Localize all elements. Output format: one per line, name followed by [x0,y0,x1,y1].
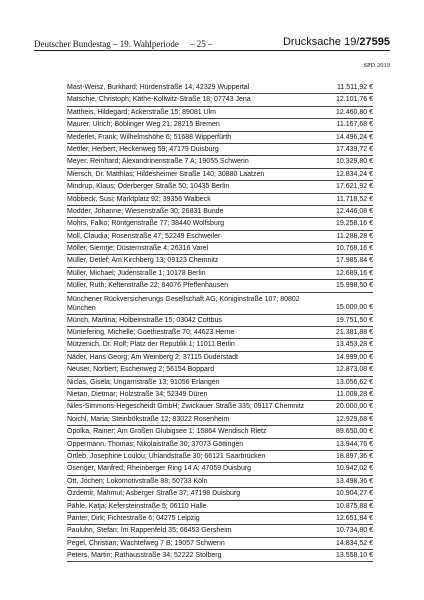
donor-name-address: Mohrs, Falko; Röntgenstraße 77; 38440 Wolfsburg [67,220,225,228]
donation-row [67,364,373,376]
donation-row [67,94,373,106]
donation-amount: 10.734,80 € [336,527,373,535]
donor-name-address: Özdemir, Mahmut; Asberger Straße 37; 47198 Duisburg [67,490,241,498]
donor-name-address: Meyer, Reinhard; Alexandrinenstraße 7 A; 19055 Schwerin [67,158,249,166]
donation-row [67,169,373,181]
donor-name-address: Noichl, Maria; Steinbökstraße 12; 83022 Rosenheim [67,415,230,423]
document-number [283,36,390,48]
donor-name-address: Münch, Martina; Holbeinstraße 15; 03042 Cottbus [67,316,222,324]
donation-row [67,414,373,426]
donation-row [67,107,373,119]
donor-name-address: Pegel, Christian; Wachtelweg 7 B; 19057 Schwerin [67,539,225,547]
donor-name-address: Mattheis, Hildegard; Ackerstraße 15; 89081 Ulm [67,108,217,116]
donation-amount: 89.650,00 € [336,428,373,436]
donor-name-address: Mettler, Herbert; Heckenweg 59; 47179 Duisburg [67,145,219,153]
donor-name-address: Maurer, Ulrich; Böblinger Weg 21; 28215 Bremen [67,121,220,129]
donation-row [67,181,373,193]
donor-name-address: Moll, Claudia; Rosenstraße 47; 52249 Eschweiler [67,232,221,240]
donation-amount: 13.453,28 € [336,341,373,349]
donation-row [67,280,373,292]
donation-amount: 14.834,52 € [336,539,373,547]
donation-row [67,488,373,500]
donation-row [67,439,373,451]
donation-amount: 14.999,00 € [336,353,373,361]
donor-name-address: Ortleb, Josephine Loulou; Uhlandstraße 30; 66121 Saarbrücken [67,452,266,460]
donation-row [67,538,373,550]
donation-row [67,513,373,525]
donation-row [67,82,373,94]
donor-name-address: Müller, Michael; Jüdenstraße 1; 10178 Berlin [67,269,206,277]
donation-amount: 21.381,88 € [336,329,373,337]
donation-amount: 18.897,36 € [336,452,373,460]
donation-row [67,194,373,206]
donation-amount: 12.651,84 € [336,514,373,522]
donation-amount: 10.768,16 € [336,245,373,253]
donation-row [67,463,373,475]
donation-row [67,255,373,267]
donation-row [67,501,373,513]
donation-row [67,377,373,389]
donation-amount: 19.258,16 € [336,220,373,228]
donor-name-address: Möller, Siemtje; Düsternstraße 4; 26316 Varel [67,245,209,253]
donation-amount: 13.944,76 € [336,440,373,448]
donor-name-address: Opolka, Rainer; Am Großen Glubigsee 1; 15864 Wendisch Rietz [67,428,267,436]
donor-name-address: Müller, Detlef; Am Kirchberg 13; 09123 Chemnitz [67,257,219,265]
donation-amount: 10.942,02 € [336,465,373,473]
donation-amount: 20.000,00 € [336,403,373,411]
donation-row [67,293,373,315]
donor-name-address: Peters, Martin; Rathausstraße 34; 52222 Stolberg [67,552,222,560]
donor-name-address: Münchener Rückversicherungs Gesellschaft AG; Königinstraße 107; 80802 München [67,295,300,313]
donor-name-address: Niclas, Gisela; Ungarnstraße 13; 91056 Erlangen [67,378,220,386]
donation-amount: 15.998,50 € [336,282,373,290]
donor-name-address: Pauluhn, Stefan; Im Rappenfeld 35; 66453 Gersheim [67,527,232,535]
donor-name-address: Osenger, Manfred; Rheinberger Ring 14 A; 47059 Duisburg [67,465,252,473]
donor-name-address: Müller, Ruth; Keltenstraße 22; 84076 Pfeffenhausen [67,282,228,290]
donation-row [67,315,373,327]
donation-row [67,132,373,144]
donation-amount: 12.689,16 € [336,269,373,277]
donation-row [67,144,373,156]
donation-row [67,231,373,243]
donation-row [67,327,373,339]
donation-row [67,119,373,131]
header-divider [34,50,390,51]
party-label: SPD 2019 [363,62,390,69]
donation-amount: 11.511,92 € [337,84,373,91]
donor-name-address: Müntefering, Michelle; Goethestraße 70; 44623 Herne [67,329,235,337]
publication-title: Deutscher Bundestag – 19. Wahlperiode [34,39,179,49]
donation-amount: 11.008,28 € [336,390,373,398]
donation-amount: 11.718,52 € [336,195,373,203]
donation-row [67,550,373,562]
donation-row [67,525,373,537]
donor-name-address: Mast-Weisz, Burkhard; Hürdenstraße 14; 42329 Wuppertal [67,84,250,91]
donation-row [67,426,373,438]
donation-amount: 12.101,76 € [336,96,373,104]
donation-amount: 15.000,00 € [336,303,373,311]
donation-row [67,243,373,255]
donor-name-address: Miersch, Dr. Matthias; Hildesheimer Straße 140; 30880 Laatzen [67,170,265,178]
donation-amount: 13.056,62 € [336,378,373,386]
donor-name-address: Niles-Simmons-Hegescheidt GmbH; Zwickauer Straße 335; 09117 Chemnitz [67,403,305,411]
donor-name-address: Neuser, Norbert; Eschenweg 2; 56154 Boppard [67,366,215,374]
donor-name-address: Matschie, Christoph; Käthe-Kollwitz-Straße 18; 07743 Jena [67,96,251,104]
donor-name-address: Näder, Hans Georg; Am Weinberg 2; 37115 Duderstadt [67,353,238,361]
donor-name-address: Oppermann, Thomas; Nikolaistraße 30; 37073 Göttingen [67,440,244,448]
donation-amount: 17.985,84 € [336,257,373,265]
donation-row [67,401,373,413]
donation-row [67,268,373,280]
donor-name-address: Ott, Jochen; Lokomotivstraße 88; 50733 Köln [67,477,208,485]
donation-row [67,206,373,218]
donation-row [67,352,373,364]
donor-name-address: Pähle, Katja; Kefersteinstraße 5; 06110 Halle [67,502,207,510]
donation-amount: 12.460,80 € [336,108,373,116]
donation-amount: 10.904,27 € [336,490,373,498]
document-number-prefix: Drucksache 19/ [282,36,360,48]
donor-name-address: Mindrup, Klaus; Oderberger Straße 50; 10435 Berlin [67,183,230,191]
donation-amount: 11.288,28 € [336,232,373,240]
donation-amount: 12.873,08 € [336,366,373,374]
donor-name-address: Nietan, Dietmar; Holzstraße 34; 52349 Düren [67,390,208,398]
donor-name-address: Mederlet, Frank; Wilhelmshöhe 6; 51688 Wipperfürth [67,133,232,141]
donation-amount: 14.496,24 € [336,133,373,141]
document-number-value: 27595 [359,36,390,48]
donor-name-address: Panter, Dirk; Fichtestraße 6; 04275 Leipzig [67,514,200,522]
donation-amount: 11.167,68 € [336,121,373,129]
row-divider [67,561,373,562]
donation-amount: 12.446,08 € [336,207,373,215]
donation-row [67,218,373,230]
donation-amount: 17.621,92 € [336,183,373,191]
donation-amount: 19.751,50 € [336,316,373,324]
donor-name-address: Modder, Johanne; Wiesenstraße 30; 26831 Bunde [67,207,224,215]
donation-amount: 10.875,88 € [336,502,373,510]
donation-amount: 10.329,80 € [336,158,373,166]
donation-row [67,389,373,401]
donation-row [67,451,373,463]
donation-amount: 13.498,36 € [336,477,373,485]
donor-name-address: Möbbeck, Susi; Marktplatz 92; 39356 Walbeck [67,195,211,203]
donor-name-address: Mützenich, Dr. Rolf; Platz der Republik 1; 11011 Berlin [67,341,235,349]
donation-amount: 17.439,72 € [336,145,373,153]
donation-amount: 13.558,10 € [336,552,373,560]
donation-row [67,156,373,168]
donation-amount: 12.834,24 € [336,170,373,178]
donation-row [67,476,373,488]
donation-row [67,339,373,351]
donation-list [67,82,373,562]
donation-amount: 12.929,68 € [336,415,373,423]
page-number: – 25 – [190,39,213,49]
